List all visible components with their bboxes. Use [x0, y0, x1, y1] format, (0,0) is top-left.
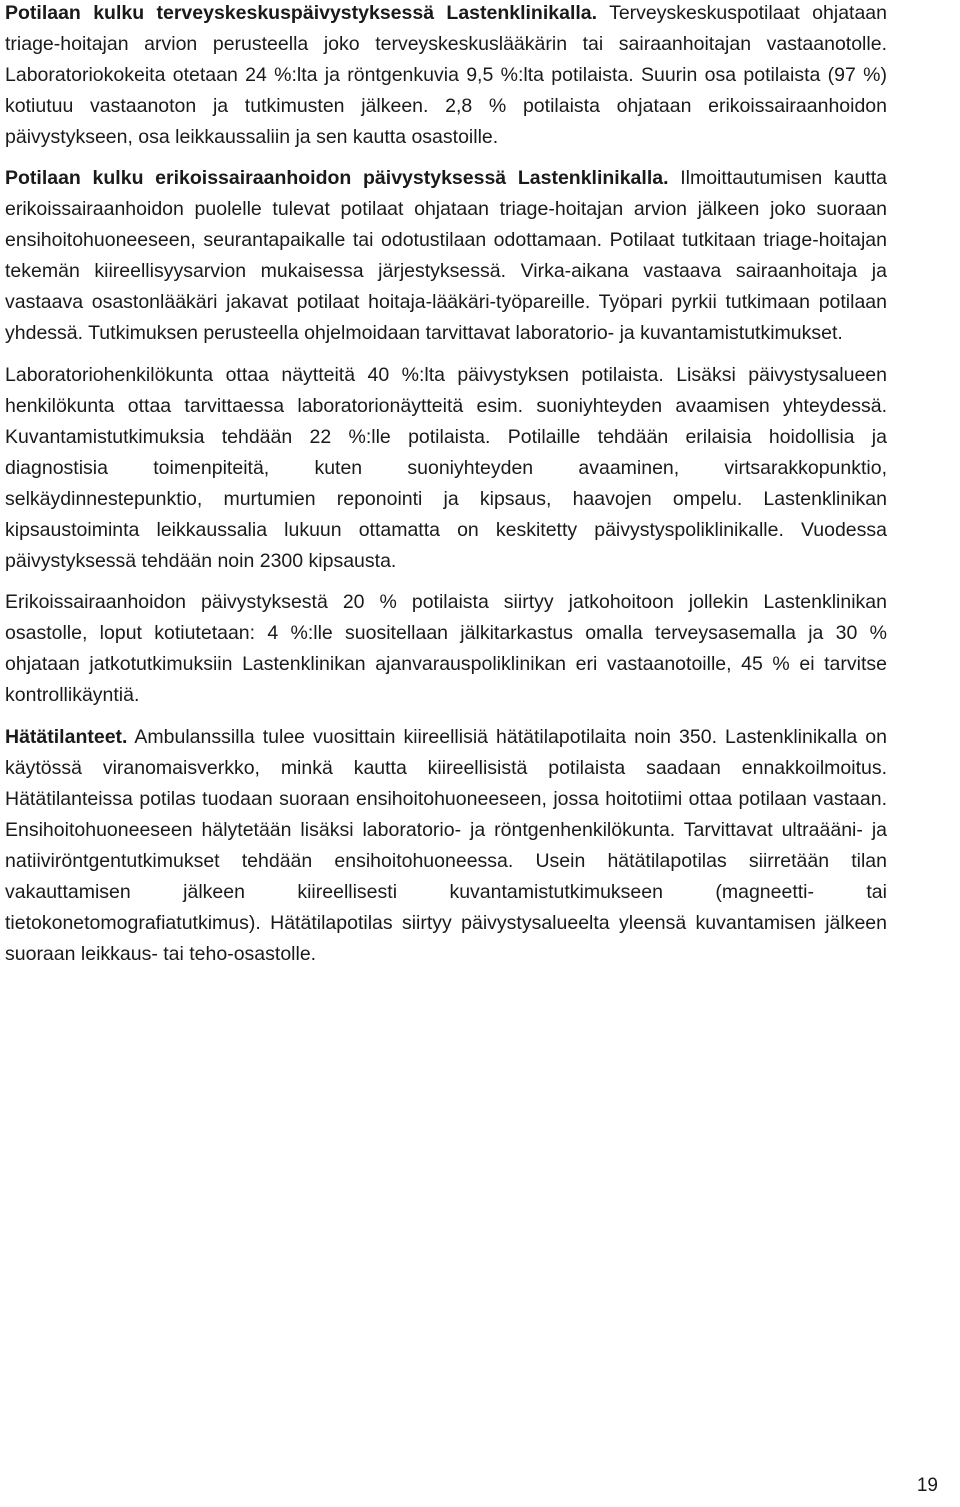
paragraph-text: Ilmoittautumisen kautta erikoissairaanhoidon puolelle tulevat potilaat ohjataan triage-hoitajan arvion jälkeen joko suoraan ensihoitohuoneeseen, seurantapaikalle tai odotustilaan odottamaan. Potilaat tutkitaan triage-hoitajan tekemän kiireellisyysarvion mukaisessa järjestyksessä. Virka-aikana vastaava sairaanhoitaja ja vastaava osastonlääkäri jakavat potilaat hoitaja-lääkäri-työpareille. Työpari pyrkii tutkimaan potilaan yhdessä. Tutkimuksen perusteella ohjelmoidaan tarvittavat laboratorio- ja kuvantamistutkimukset.	[5, 167, 887, 344]
paragraph-tk-patient-flow	[5, 0, 887, 153]
paragraph-follow-up	[5, 587, 887, 711]
section-heading: Potilaan kulku terveyskeskuspäivystyksessä Lastenklinikalla.	[5, 2, 598, 24]
page-number: 19	[916, 1475, 938, 1496]
document-page	[5, 0, 887, 970]
paragraph-text: Laboratoriohenkilökunta ottaa näytteitä 40 %:lta päivystyksen potilaista. Lisäksi päivystysalueen henkilökunta ottaa tarvittaessa laboratorionäytteitä esim. suoniyhteyden avaamisen yhteydessä. Kuvantamistutkimuksia tehdään 22 %:lle potilaista. Potilaille tehdään erilaisia hoidollisia ja diagnostisia toimenpiteitä, kuten suoniyhteyden avaaminen, virtsarakkopunktio, selkäydinnestepunktio, murtumien reponointi ja kipsaus, haavojen ompelu. Lastenklinikan kipsaustoiminta leikkaussalia lukuun ottamatta on keskitetty päivystyspoliklinikalle. Vuodessa päivystyksessä tehdään noin 2300 kipsausta.	[5, 364, 887, 572]
section-heading: Potilaan kulku erikoissairaanhoidon päivystyksessä Lastenklinikalla.	[5, 167, 669, 189]
paragraph-laboratory	[5, 360, 887, 577]
paragraph-emergencies	[5, 722, 887, 970]
section-heading: Hätätilanteet.	[5, 726, 128, 748]
paragraph-text: Terveyskeskuspotilaat ohjataan triage-hoitajan arvion perusteella joko terveyskeskuslääkärin tai sairaanhoitajan vastaanotolle. Laboratoriokokeita otetaan 24 %:lta ja röntgenkuvia 9,5 %:lta potilaista. Suurin osa potilaista (97 %) kotiutuu vastaanoton ja tutkimusten jälkeen. 2,8 % potilaista ohjataan erikoissairaanhoidon päivystykseen, osa leikkaussaliin ja sen kautta osastoille.	[5, 2, 887, 148]
paragraph-text: Erikoissairaanhoidon päivystyksestä 20 % potilaista siirtyy jatkohoitoon jollekin Lastenklinikan osastolle, loput kotiutetaan: 4 %:lle suositellaan jälkitarkastus omalla terveysasemalla ja 30 % ohjataan jatkotutkimuksiin Lastenklinikan ajanvarauspoliklinikan eri vastaanotoille, 45 % ei tarvitse kontrollikäyntiä.	[5, 591, 887, 706]
paragraph-text: Ambulanssilla tulee vuosittain kiireellisiä hätätilapotilaita noin 350. Lastenklinikalla on käytössä viranomaisverkko, minkä kautta kiireellisistä potilaista saadaan ennakkoilmoitus. Hätätilanteissa potilas tuodaan suoraan ensihoitohuoneeseen, jossa hoitotiimi ottaa potilaan vastaan. Ensihoitohuoneeseen hälytetään lisäksi laboratorio- ja röntgenhenkilökunta. Tarvittavat ultraääni- ja natiiviröntgentutkimukset tehdään ensihoitohuoneessa. Usein hätätilapotilas siirretään tilan vakauttamisen jälkeen kiireellisesti kuvantamistutkimukseen (magneetti- tai tietokonetomografiatutkimus). Hätätilapotilas siirtyy päivystysalueelta yleensä kuvantamisen jälkeen suoraan leikkaus- tai teho-osastolle.	[5, 726, 887, 965]
paragraph-esh-patient-flow	[5, 163, 887, 349]
